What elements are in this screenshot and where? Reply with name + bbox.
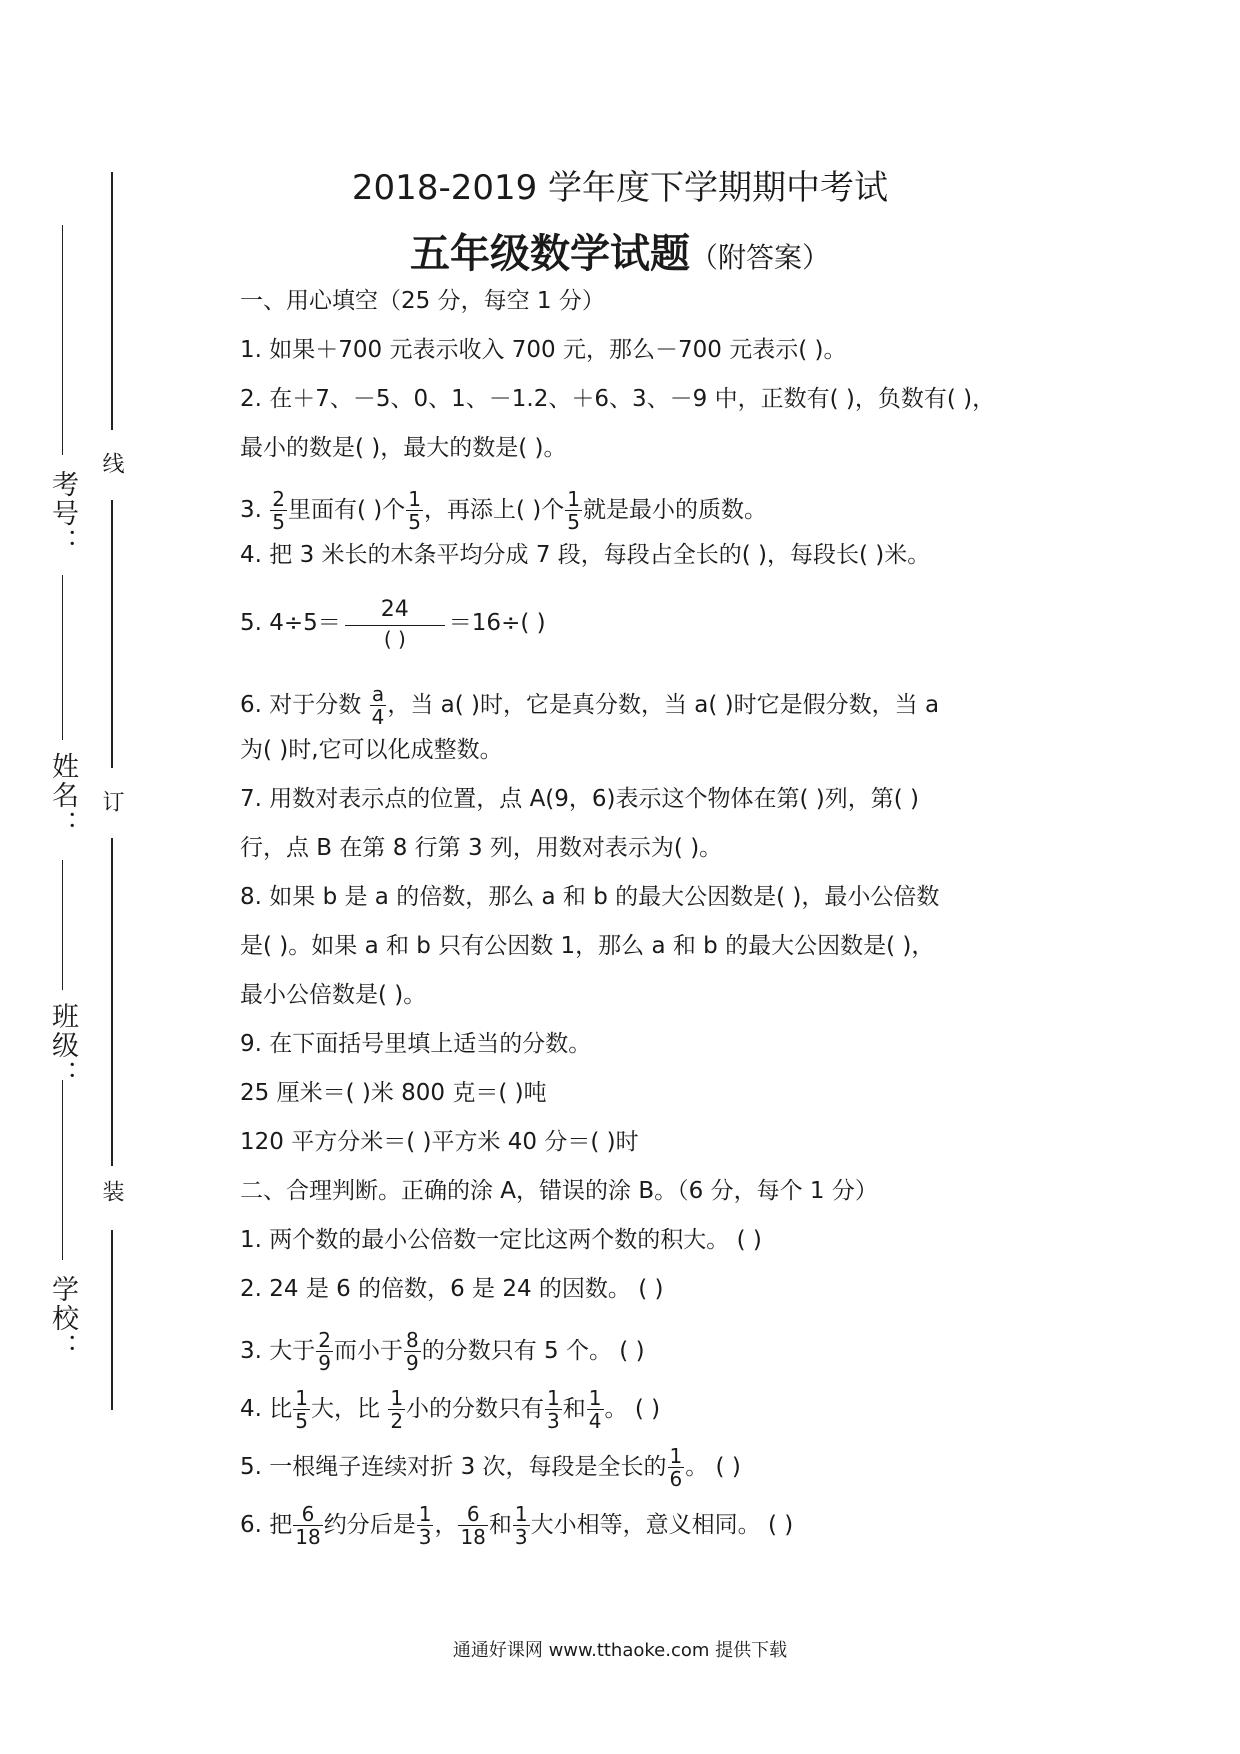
judge-4: 4. 比 $\frac{1}{5}$ 大，比 $\frac{1}{2}$ 小的分数只有 $\frac{1}{3}$ 和 $\frac{1}{4}$ 。 ( ) — [240, 1386, 661, 1433]
exam-number-label: 考号： — [47, 470, 78, 557]
judge-3: 3. 大于 $\frac{2}{9}$ 而小于 $\frac{8}{9}$ 的分数只有 5 个。 ( ) — [240, 1328, 645, 1375]
exam-content — [240, 285, 1070, 1554]
fraction: $\frac{1}{3}$ — [418, 1502, 432, 1549]
fraction: $\frac{1}{3}$ — [514, 1502, 528, 1549]
question-6b: 为( )时,它可以化成整数。 — [240, 737, 503, 763]
binding-line — [111, 838, 113, 1166]
binding-char-ding: 订 — [99, 790, 124, 812]
fraction: $\frac{a}{4}$ — [371, 682, 385, 729]
section2-heading: 二、合理判断。正确的涂 A，错误的涂 B。（6 分，每个 1 分） — [240, 1178, 878, 1204]
name-label: 姓名： — [47, 752, 78, 839]
name-rule — [62, 575, 63, 740]
exam-title: 2018-2019 学年度下学期期中考试 — [351, 168, 889, 208]
school-rule — [62, 1080, 63, 1260]
question-1: 1. 如果＋700 元表示收入 700 元，那么－700 元表示( )。 — [240, 337, 847, 363]
class-rule — [62, 860, 63, 990]
fraction: $\frac{1}{5}$ — [408, 487, 421, 534]
binding-line — [111, 172, 113, 430]
judge-6: 6. 把 $\frac{6}{18}$ 约分后是 $\frac{1}{3}$ ， $\frac{6}{18}$ 和 $\frac{1}{3}$ 大小相等，意义相同。 ( ) — [240, 1502, 794, 1549]
fraction: $\frac{1}{4}$ — [588, 1386, 602, 1433]
fraction: $\frac{2}{9}$ — [318, 1328, 331, 1375]
question-6: 6. 对于分数 $\frac{a}{4}$ ，当 a( )时，它是真分数，当 a( )时它是假分数，当 a — [240, 682, 940, 729]
question-2b: 最小的数是( )，最大的数是( )。 — [240, 435, 567, 461]
question-8a: 8. 如果 b 是 a 的倍数，那么 a 和 b 的最大公因数是( )，最小公倍数 — [240, 884, 940, 910]
question-9b: 120 平方分米＝( )平方米 40 分＝( )时 — [240, 1129, 639, 1155]
question-7b: 行，点 B 在第 8 行第 3 列，用数对表示为( )。 — [240, 835, 723, 861]
fraction: $\frac{2}{5}$ — [272, 487, 285, 534]
school-label: 学校： — [47, 1275, 78, 1362]
question-4: 4. 把 3 米长的木条平均分成 7 段，每段占全长的( )，每段长( )米。 — [240, 542, 931, 568]
judge-1: 1. 两个数的最小公倍数一定比这两个数的积大。 ( ) — [240, 1227, 762, 1253]
fraction: $\frac{6}{18}$ — [460, 1502, 486, 1549]
judge-2: 2. 24 是 6 的倍数，6 是 24 的因数。 ( ) — [240, 1276, 664, 1302]
binding-char-xian: 线 — [99, 452, 124, 474]
binding-line — [111, 1230, 113, 1410]
question-7a: 7. 用数对表示点的位置，点 A(9，6)表示这个物体在第( )列，第( ) — [240, 786, 920, 812]
question-8b: 是( )。如果 a 和 b 只有公因数 1，那么 a 和 b 的最大公因数是( )， — [240, 933, 935, 959]
subject-title-text: 五年级数学试题 — [409, 231, 690, 277]
question-9a: 25 厘米＝( )米 800 克＝( )吨 — [240, 1080, 547, 1106]
fraction: $\frac{1}{6}$ — [669, 1444, 683, 1491]
binding-line — [111, 500, 113, 768]
fraction: $\frac{1}{2}$ — [390, 1386, 404, 1433]
fraction: $\frac{1}{5}$ — [295, 1386, 308, 1433]
question-9: 9. 在下面括号里填上适当的分数。 — [240, 1031, 592, 1057]
judge-5: 5. 一根绳子连续对折 3 次，每段是全长的 $\frac{1}{6}$ 。 ( ) — [240, 1444, 741, 1491]
page-footer: 通通好课网 www.tthaoke.com 提供下载 — [452, 1640, 788, 1661]
question-2a: 2. 在＋7、－5、0、1、－1.2、＋6、3、－9 中，正数有( )，负数有( )， — [240, 386, 996, 412]
fraction: $\frac{1}{5}$ — [567, 487, 580, 534]
fraction: $\frac{8}{9}$ — [406, 1328, 419, 1375]
section1-heading: 一、用心填空（25 分，每空 1 分） — [240, 288, 605, 314]
binding-char-zhuang: 装 — [99, 1180, 124, 1202]
question-8c: 最小公倍数是( )。 — [240, 982, 427, 1008]
fraction: $\frac{6}{18}$ — [295, 1502, 321, 1549]
class-label: 班级： — [47, 1002, 78, 1089]
subject-title-note: （附答案） — [689, 241, 830, 274]
fraction: $\frac{1}{3}$ — [547, 1386, 560, 1433]
question-5: 5. 4÷5＝ $\frac{24}{( )}$ ＝16÷( ) — [240, 597, 546, 651]
exam-subject-title — [0, 222, 1240, 279]
fraction: $\frac{24}{( )}$ — [345, 595, 445, 652]
question-3: 3. $\frac{2}{5}$ 里面有( )个 $\frac{1}{5}$ ，再添上( )个 $\frac{1}{5}$ 就是最小的质数。 — [240, 487, 767, 534]
